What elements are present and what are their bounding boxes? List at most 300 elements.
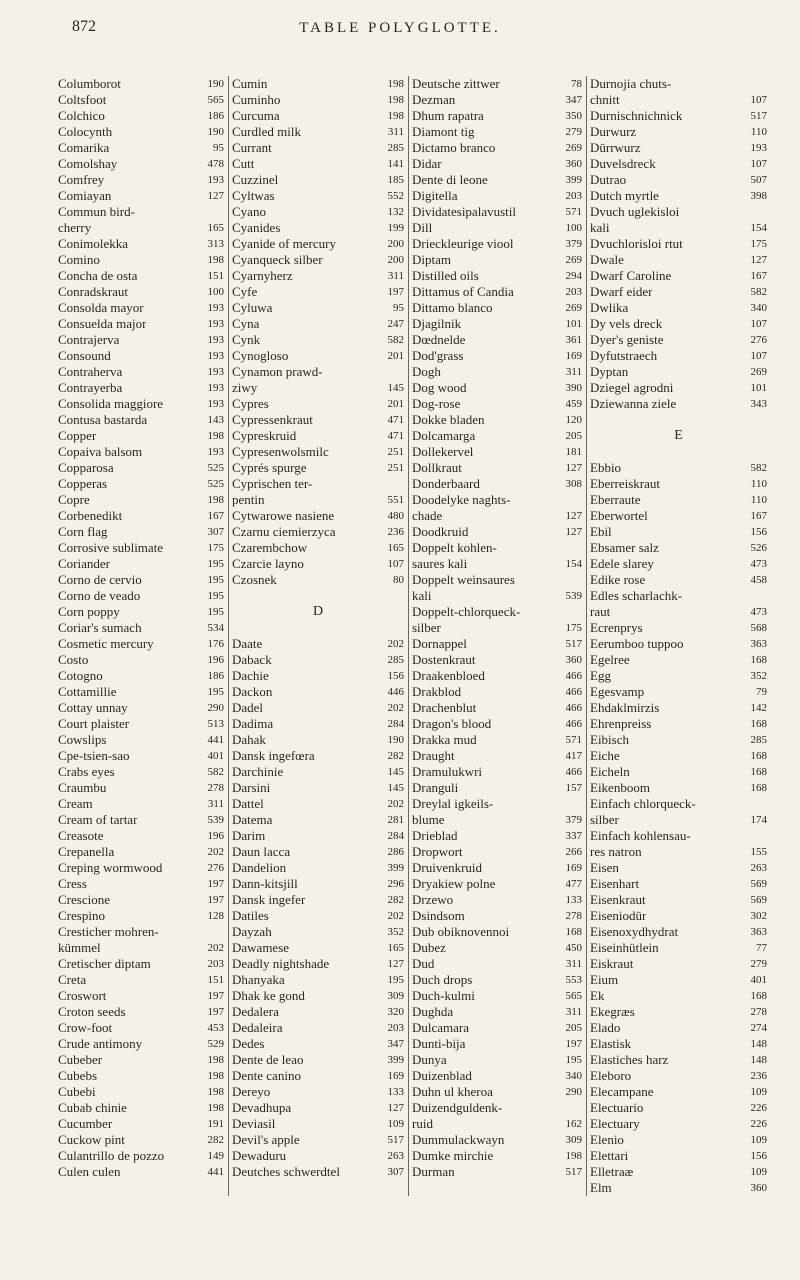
page-reference: 471 bbox=[387, 414, 404, 426]
index-term: Creasote bbox=[58, 828, 104, 843]
page-reference: 193 bbox=[207, 366, 224, 378]
page-reference: 169 bbox=[565, 350, 582, 362]
index-entry bbox=[232, 1004, 408, 1020]
index-entry bbox=[232, 380, 408, 396]
index-entry bbox=[58, 652, 228, 668]
page-reference: 127 bbox=[387, 958, 404, 970]
index-entry bbox=[58, 1132, 228, 1148]
index-term: raut bbox=[590, 604, 611, 619]
index-term: Copper bbox=[58, 428, 97, 443]
index-term: Eium bbox=[590, 972, 619, 987]
index-term: Colocynth bbox=[58, 124, 113, 139]
index-term: Croswort bbox=[58, 988, 107, 1003]
index-entry bbox=[232, 668, 408, 684]
index-entry bbox=[232, 812, 408, 828]
page-reference: 110 bbox=[750, 478, 767, 490]
index-entry bbox=[590, 988, 771, 1004]
index-entry bbox=[590, 892, 771, 908]
index-entry bbox=[590, 172, 771, 188]
index-term: Copaiva balsom bbox=[58, 444, 143, 459]
index-term: Cyprés spurge bbox=[232, 460, 307, 475]
index-term: Djagilnik bbox=[412, 316, 462, 331]
index-term: Drieckleurige viool bbox=[412, 236, 514, 251]
index-term: Dsindsom bbox=[412, 908, 465, 923]
index-entry bbox=[58, 1068, 228, 1084]
page-reference: 379 bbox=[565, 814, 582, 826]
page-reference: 133 bbox=[387, 1086, 404, 1098]
index-entry bbox=[58, 460, 228, 476]
page-reference: 361 bbox=[565, 334, 582, 346]
index-entry bbox=[412, 908, 586, 924]
index-term: Elletraæ bbox=[590, 1164, 634, 1179]
page-reference: 466 bbox=[565, 670, 582, 682]
index-entry bbox=[58, 636, 228, 652]
index-entry bbox=[412, 1116, 586, 1132]
index-entry bbox=[412, 92, 586, 108]
index-term: Elecampane bbox=[590, 1084, 654, 1099]
index-entry bbox=[232, 188, 408, 204]
index-term: Dostenkraut bbox=[412, 652, 476, 667]
index-entry bbox=[412, 780, 586, 796]
page-reference: 311 bbox=[387, 126, 404, 138]
page-reference: 284 bbox=[387, 830, 404, 842]
index-entry bbox=[590, 108, 771, 124]
index-entry bbox=[590, 364, 771, 380]
page-reference: 186 bbox=[207, 670, 224, 682]
index-entry bbox=[412, 76, 586, 92]
index-entry bbox=[58, 524, 228, 540]
page-reference: 203 bbox=[387, 1022, 404, 1034]
index-entry bbox=[412, 380, 586, 396]
index-entry bbox=[232, 172, 408, 188]
index-entry bbox=[412, 300, 586, 316]
index-term: Cynogloso bbox=[232, 348, 289, 363]
index-entry bbox=[232, 764, 408, 780]
page-reference: 101 bbox=[565, 318, 582, 330]
index-entry bbox=[232, 76, 408, 92]
index-entry bbox=[412, 1036, 586, 1052]
page-reference: 278 bbox=[750, 1006, 767, 1018]
page-reference: 441 bbox=[207, 1166, 224, 1178]
page-reference: 168 bbox=[750, 718, 767, 730]
page-reference: 529 bbox=[207, 1038, 224, 1050]
index-entry bbox=[412, 844, 586, 860]
page-reference: 279 bbox=[565, 126, 582, 138]
index-entry bbox=[590, 252, 771, 268]
index-term: Cyfe bbox=[232, 284, 258, 299]
index-term: Drakka mud bbox=[412, 732, 477, 747]
page-reference: 107 bbox=[750, 318, 767, 330]
page-reference: 198 bbox=[207, 1086, 224, 1098]
index-term: Dvuch uglekisloi bbox=[590, 204, 680, 219]
page-reference: 478 bbox=[207, 158, 224, 170]
page-reference: 571 bbox=[565, 734, 582, 746]
index-term: kali bbox=[412, 588, 432, 603]
index-entry bbox=[590, 268, 771, 284]
page-reference: 193 bbox=[207, 174, 224, 186]
index-entry bbox=[412, 876, 586, 892]
index-term: Culen culen bbox=[58, 1164, 121, 1179]
index-term: Eisen bbox=[590, 860, 619, 875]
index-entry bbox=[58, 860, 228, 876]
index-entry bbox=[58, 764, 228, 780]
index-term: Eisenhart bbox=[590, 876, 640, 891]
index-entry bbox=[58, 556, 228, 572]
index-term: Dollekervel bbox=[412, 444, 474, 459]
page-reference: 195 bbox=[207, 686, 224, 698]
page-reference: 200 bbox=[387, 254, 404, 266]
page-reference: 141 bbox=[387, 158, 404, 170]
index-entry bbox=[232, 524, 408, 540]
index-term: Cynk bbox=[232, 332, 261, 347]
index-entry bbox=[412, 1020, 586, 1036]
index-term: Curcuma bbox=[232, 108, 280, 123]
page-reference: 198 bbox=[387, 110, 404, 122]
page-reference: 582 bbox=[207, 766, 224, 778]
index-term: res natron bbox=[590, 844, 642, 859]
index-entry bbox=[412, 124, 586, 140]
page-reference: 193 bbox=[207, 318, 224, 330]
index-entry bbox=[412, 156, 586, 172]
index-term: Dill bbox=[412, 220, 433, 235]
index-term: E bbox=[674, 428, 683, 443]
index-term: Eiseinhütlein bbox=[590, 940, 659, 955]
index-entry bbox=[232, 300, 408, 316]
index-entry bbox=[590, 316, 771, 332]
index-term: Dittamo blanco bbox=[412, 300, 493, 315]
page-reference: 100 bbox=[565, 222, 582, 234]
index-entry bbox=[412, 220, 586, 236]
index-term: Comarika bbox=[58, 140, 110, 155]
index-entry bbox=[232, 556, 408, 572]
index-term: chade bbox=[412, 508, 443, 523]
index-entry bbox=[590, 220, 771, 236]
index-entry bbox=[58, 140, 228, 156]
index-entry bbox=[590, 476, 771, 492]
page-reference: 191 bbox=[207, 1118, 224, 1130]
index-term: Ecrenprys bbox=[590, 620, 643, 635]
page-reference: 525 bbox=[207, 462, 224, 474]
index-entry bbox=[412, 700, 586, 716]
page-reference: 458 bbox=[750, 574, 767, 586]
page-reference: 198 bbox=[387, 94, 404, 106]
page-reference: 269 bbox=[565, 142, 582, 154]
index-term: Cowslips bbox=[58, 732, 107, 747]
page-reference: 193 bbox=[207, 382, 224, 394]
index-term: Dziegel agrodni bbox=[590, 380, 674, 395]
page-reference: 149 bbox=[207, 1150, 224, 1162]
index-term: Ehrenpreiss bbox=[590, 716, 652, 731]
index-column-3 bbox=[408, 76, 586, 1196]
page-reference: 282 bbox=[387, 894, 404, 906]
index-columns bbox=[58, 76, 771, 1196]
page-reference: 226 bbox=[750, 1118, 767, 1130]
index-term: Dedalera bbox=[232, 1004, 279, 1019]
index-term: Doodkruid bbox=[412, 524, 469, 539]
page-reference: 401 bbox=[207, 750, 224, 762]
index-entry bbox=[412, 764, 586, 780]
index-term: Dutch myrtle bbox=[590, 188, 659, 203]
index-term: Cretischer diptam bbox=[58, 956, 151, 971]
index-term: Czarcie layno bbox=[232, 556, 304, 571]
page-reference: 193 bbox=[207, 302, 224, 314]
index-term: Dürrwurz bbox=[590, 140, 641, 155]
index-entry bbox=[412, 348, 586, 364]
index-entry bbox=[58, 348, 228, 364]
index-term: Cyltwas bbox=[232, 188, 275, 203]
index-term: Czosnek bbox=[232, 572, 277, 587]
index-term: Comiayan bbox=[58, 188, 112, 203]
index-term: Drakblod bbox=[412, 684, 462, 699]
index-entry bbox=[58, 876, 228, 892]
index-term: Ebbio bbox=[590, 460, 622, 475]
index-entry bbox=[590, 700, 771, 716]
page-reference: 197 bbox=[207, 878, 224, 890]
page-reference: 539 bbox=[207, 814, 224, 826]
page-reference: 202 bbox=[387, 910, 404, 922]
index-term: Dvuchlorisloi rtut bbox=[590, 236, 683, 251]
index-term: Dittamus of Candia bbox=[412, 284, 514, 299]
index-entry bbox=[590, 588, 771, 604]
index-entry bbox=[232, 892, 408, 908]
index-entry bbox=[232, 1116, 408, 1132]
page-reference: 197 bbox=[565, 1038, 582, 1050]
index-term: Dedes bbox=[232, 1036, 265, 1051]
index-term: Cyluwa bbox=[232, 300, 273, 315]
page-reference: 193 bbox=[750, 142, 767, 154]
index-entry bbox=[412, 1164, 586, 1180]
index-entry bbox=[232, 716, 408, 732]
index-term: Darim bbox=[232, 828, 266, 843]
page-reference: 168 bbox=[750, 766, 767, 778]
index-term: Duhn ul kheroa bbox=[412, 1084, 493, 1099]
index-term: Electuario bbox=[590, 1100, 644, 1115]
page-reference: 466 bbox=[565, 686, 582, 698]
page-reference: 167 bbox=[750, 510, 767, 522]
index-term: Daun lacca bbox=[232, 844, 291, 859]
index-entry bbox=[58, 988, 228, 1004]
index-term: Dornappel bbox=[412, 636, 467, 651]
index-term: Dokke bladen bbox=[412, 412, 485, 427]
page-reference: 168 bbox=[750, 654, 767, 666]
index-entry bbox=[590, 924, 771, 940]
index-term: Culantrillo de pozzo bbox=[58, 1148, 165, 1163]
page-reference: 203 bbox=[207, 958, 224, 970]
page-reference: 205 bbox=[565, 430, 582, 442]
index-entry bbox=[58, 972, 228, 988]
index-entry bbox=[232, 444, 408, 460]
index-entry bbox=[412, 172, 586, 188]
index-term: Dollkraut bbox=[412, 460, 462, 475]
index-term: Durman bbox=[412, 1164, 455, 1179]
index-entry bbox=[412, 796, 586, 812]
index-entry bbox=[232, 1148, 408, 1164]
index-entry bbox=[232, 476, 408, 492]
index-entry bbox=[232, 492, 408, 508]
index-term: Druivenkruid bbox=[412, 860, 483, 875]
index-term: Deutches schwerdtel bbox=[232, 1164, 340, 1179]
index-term: Cumin bbox=[232, 76, 268, 91]
page-reference: 399 bbox=[565, 174, 582, 186]
index-entry bbox=[590, 188, 771, 204]
index-entry bbox=[232, 236, 408, 252]
index-entry bbox=[58, 604, 228, 620]
index-entry bbox=[412, 572, 586, 588]
index-term: Dœdnelde bbox=[412, 332, 466, 347]
index-term: Cottay unnay bbox=[58, 700, 128, 715]
page-reference: 195 bbox=[207, 606, 224, 618]
page-reference: 109 bbox=[750, 1166, 767, 1178]
page-reference: 165 bbox=[387, 942, 404, 954]
index-term: Dulcamara bbox=[412, 1020, 470, 1035]
page-reference: 107 bbox=[750, 350, 767, 362]
page-reference: 236 bbox=[387, 526, 404, 538]
index-entry bbox=[58, 892, 228, 908]
page-reference: 278 bbox=[565, 910, 582, 922]
page-reference: 193 bbox=[207, 446, 224, 458]
index-term: Cubebs bbox=[58, 1068, 97, 1083]
index-term: Corrosive sublimate bbox=[58, 540, 164, 555]
index-entry bbox=[58, 700, 228, 716]
index-entry bbox=[58, 124, 228, 140]
page-reference: 269 bbox=[565, 302, 582, 314]
page-reference: 202 bbox=[207, 942, 224, 954]
index-term: Cuminho bbox=[232, 92, 281, 107]
index-term: Dansk ingefer bbox=[232, 892, 306, 907]
page-reference: 175 bbox=[750, 238, 767, 250]
index-entry bbox=[58, 588, 228, 604]
page-reference: 193 bbox=[207, 398, 224, 410]
index-term: Dente de leao bbox=[232, 1052, 304, 1067]
page-reference: 251 bbox=[387, 462, 404, 474]
index-term: Duizenblad bbox=[412, 1068, 472, 1083]
index-entry bbox=[590, 92, 771, 108]
index-entry bbox=[412, 1052, 586, 1068]
page-reference: 156 bbox=[750, 526, 767, 538]
index-term: Dyfutstraech bbox=[590, 348, 658, 363]
index-entry bbox=[58, 508, 228, 524]
index-term: Cytwarowe nasiene bbox=[232, 508, 335, 523]
index-term: Edles scharlachk- bbox=[590, 588, 683, 603]
page-reference: 309 bbox=[565, 1134, 582, 1146]
page-reference: 186 bbox=[207, 110, 224, 122]
index-term: Ebsamer salz bbox=[590, 540, 659, 555]
index-entry bbox=[590, 828, 771, 844]
index-term: Dunti-bija bbox=[412, 1036, 466, 1051]
page-reference: 551 bbox=[387, 494, 404, 506]
index-term: Consolda mayor bbox=[58, 300, 144, 315]
page-reference: 127 bbox=[565, 462, 582, 474]
index-term: Eibisch bbox=[590, 732, 629, 747]
index-entry bbox=[58, 220, 228, 236]
index-term: Dutrao bbox=[590, 172, 627, 187]
index-term: Elenio bbox=[590, 1132, 624, 1147]
index-term: Dewaduru bbox=[232, 1148, 287, 1163]
index-term: Eberraute bbox=[590, 492, 641, 507]
index-term: ziwy bbox=[232, 380, 258, 395]
page-reference: 309 bbox=[387, 990, 404, 1002]
index-term: Corbenedikt bbox=[58, 508, 123, 523]
page-reference: 201 bbox=[387, 350, 404, 362]
page-reference: 165 bbox=[387, 542, 404, 554]
index-term: Dandelion bbox=[232, 860, 287, 875]
index-entry bbox=[58, 428, 228, 444]
index-entry bbox=[58, 1116, 228, 1132]
index-entry bbox=[590, 1180, 771, 1196]
index-entry bbox=[590, 716, 771, 732]
index-entry bbox=[232, 124, 408, 140]
index-term: Doodelyke naghts- bbox=[412, 492, 511, 507]
index-entry bbox=[232, 460, 408, 476]
page-reference: 196 bbox=[207, 830, 224, 842]
index-entry bbox=[590, 1084, 771, 1100]
page-reference: 274 bbox=[750, 1022, 767, 1034]
index-term: Dy vels dreck bbox=[590, 316, 663, 331]
index-entry bbox=[232, 1020, 408, 1036]
page-reference: 168 bbox=[565, 926, 582, 938]
index-entry bbox=[232, 636, 408, 652]
index-entry bbox=[412, 924, 586, 940]
page-reference: 226 bbox=[750, 1102, 767, 1114]
page-reference: 169 bbox=[565, 862, 582, 874]
index-term: Dryakiew polne bbox=[412, 876, 496, 891]
page-reference: 517 bbox=[565, 1166, 582, 1178]
page-reference: 198 bbox=[207, 430, 224, 442]
index-entry bbox=[58, 204, 228, 220]
index-term: Dreylal igkeils- bbox=[412, 796, 494, 811]
page-reference: 399 bbox=[387, 862, 404, 874]
page-reference: 196 bbox=[207, 654, 224, 666]
running-head: TABLE POLYGLOTTE. bbox=[299, 20, 501, 36]
page-reference: 263 bbox=[387, 1150, 404, 1162]
index-entry bbox=[232, 700, 408, 716]
index-entry bbox=[232, 1036, 408, 1052]
index-entry bbox=[590, 332, 771, 348]
index-term: D bbox=[312, 604, 324, 619]
index-entry bbox=[412, 508, 586, 524]
page-reference: 127 bbox=[750, 254, 767, 266]
index-term: Ek bbox=[590, 988, 605, 1003]
index-term: Copperas bbox=[58, 476, 108, 491]
index-term: Elm bbox=[590, 1180, 612, 1195]
index-entry bbox=[232, 412, 408, 428]
index-entry bbox=[590, 1164, 771, 1180]
index-term: Edele slarey bbox=[590, 556, 654, 571]
page-reference: 79 bbox=[756, 686, 767, 698]
page-reference: 582 bbox=[750, 286, 767, 298]
index-entry bbox=[590, 284, 771, 300]
page-reference: 582 bbox=[750, 462, 767, 474]
index-entry bbox=[412, 364, 586, 380]
page-reference: 565 bbox=[207, 94, 224, 106]
page-reference: 473 bbox=[750, 606, 767, 618]
index-entry bbox=[232, 92, 408, 108]
page-reference: 347 bbox=[387, 1038, 404, 1050]
index-term: Elettari bbox=[590, 1148, 629, 1163]
page-reference: 294 bbox=[565, 270, 582, 282]
index-entry bbox=[590, 1100, 771, 1116]
index-term: Egelree bbox=[590, 652, 630, 667]
index-term: Drachenblut bbox=[412, 700, 477, 715]
index-term: pentin bbox=[232, 492, 265, 507]
index-term: Cyanqueck silber bbox=[232, 252, 323, 267]
page-reference: 197 bbox=[207, 1006, 224, 1018]
page-reference: 101 bbox=[750, 382, 767, 394]
index-term: Dente di leone bbox=[412, 172, 488, 187]
index-term: Dattel bbox=[232, 796, 264, 811]
page-reference: 281 bbox=[387, 814, 404, 826]
page-reference: 340 bbox=[750, 302, 767, 314]
